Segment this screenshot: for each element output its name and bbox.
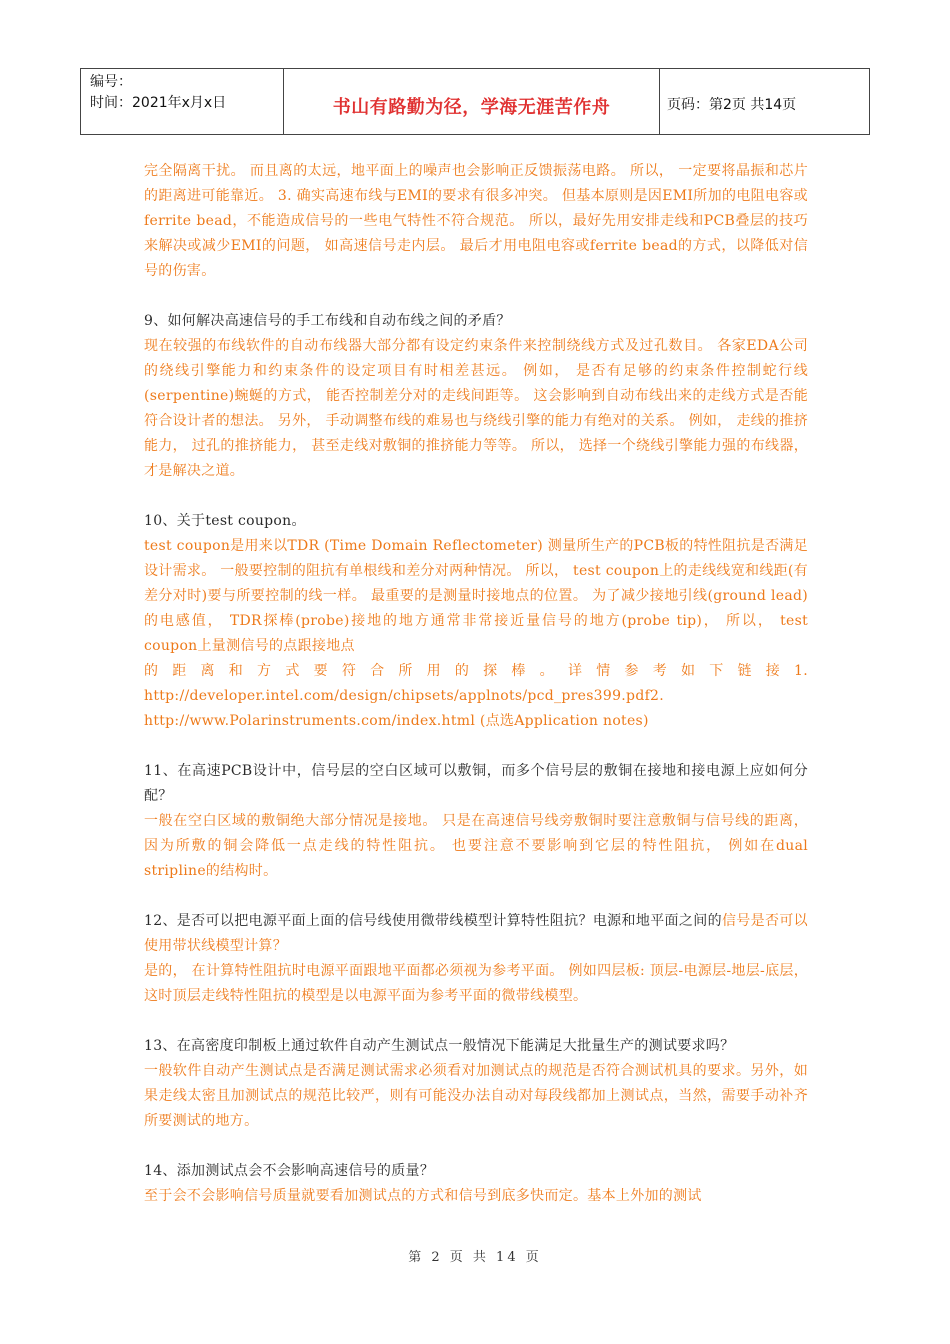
- question-10: 10、关于test coupon。: [144, 513, 306, 529]
- header-page-cell: [660, 69, 869, 134]
- answer-14: 至于会不会影响信号质量就要看加测试点的方式和信号到底多快而定。基本上外加的测试: [144, 1188, 702, 1204]
- document-code-label: 编号：: [90, 74, 132, 90]
- question-12-part-1: 12、是否可以把电源平面上面的信号线使用微带线模型计算特性阻抗？电源和地平面之间的: [144, 913, 722, 929]
- spacer: [144, 734, 808, 759]
- header-page-info: 页码：第2页 共14页: [667, 97, 797, 113]
- motto-text: 书山有路勤为径，学海无涯苦作舟: [332, 97, 611, 118]
- answer-12: 是的， 在计算特性阻抗时电源平面跟地平面都必须视为参考平面。 例如四层板: 顶层-电源层-地层-底层， 这时顶层走线特性阻抗的模型是以电源平面为参考平面的微带线模型。: [144, 963, 808, 1004]
- spacer: [144, 1134, 808, 1159]
- question-9: 9、如何解决高速信号的手工布线和自动布线之间的矛盾？: [144, 313, 511, 329]
- answer-10-link-1: http://developer.intel.com/design/chipsets/applnots/pcd_pres399.pdf2.: [144, 688, 665, 704]
- document-body: [144, 159, 808, 1209]
- header-meta-cell: [81, 69, 284, 134]
- page-footer: 第 2 页 共 14 页: [408, 1250, 542, 1265]
- question-14: 14、添加测试点会不会影响高速信号的质量？: [144, 1163, 435, 1179]
- answer-10-justified-line: 的距离和方式要符合所用的探棒。详情参考如下链接1.: [144, 663, 808, 679]
- answer-10: test coupon是用来以TDR (Time Domain Reflectometer) 测量所生产的PCB板的特性阻抗是否满足设计需求。 一般要控制的阻抗有单根线和差分对两种情况。 所以， test coupon上的走线线宽和线距(有差分对时)要与所要控制的线一样。 最重要的是测量时接地点的位置。 为了减少接地引线(ground lead)的电感值， TDR探棒(probe)接地的地方通常非常接近量信号的地方(probe tip)， 所以， test coupon上量测信号的点跟接地点: [144, 538, 808, 654]
- answer-9: 现在较强的布线软件的自动布线器大部分都有设定约束条件来控制绕线方式及过孔数目。 各家EDA公司的绕线引擎能力和约束条件的设定项目有时相差甚远。 例如， 是否有足够的约束条件控制蛇行线(serpentine)蜿蜒的方式， 能否控制差分对的走线间距等。 这会影响到自动布线出来的走线方式是否能符合设计者的想法。 另外， 手动调整布线的难易也与绕线引擎的能力有绝对的关系。 例如， 走线的推挤能力， 过孔的推挤能力， 甚至走线对敷铜的推挤能力等等。 所以， 选择一个绕线引擎能力强的布线器， 才是解决之道。: [144, 338, 808, 479]
- document-date: 时间：2021年x月x日: [90, 95, 227, 111]
- question-11: 11、在高速PCB设计中，信号层的空白区域可以敷铜，而多个信号层的敷铜在接地和接电源上应如何分配？: [144, 763, 808, 804]
- header-motto-cell: [284, 69, 660, 134]
- answer-10-link-2: http://www.Polarinstruments.com/index.html (点选Application notes): [144, 713, 649, 729]
- spacer: [144, 884, 808, 909]
- intro-answer: 完全隔离干扰。 而且离的太远，地平面上的噪声也会影响正反馈振荡电路。 所以， 一定要将晶振和芯片的距离进可能靠近。 3. 确实高速布线与EMI的要求有很多冲突。 但基本原则是因EMI所加的电阻电容或ferrite bead，不能造成信号的一些电气特性不符合规范。 所以，最好先用安排走线和PCB叠层的技巧来解决或减少EMI的问题， 如高速信号走内层。 最后才用电阻电容或ferrite bead的方式，以降低对信号的伤害。: [144, 163, 808, 279]
- spacer: [144, 1009, 808, 1034]
- spacer: [144, 484, 808, 509]
- question-12: [144, 909, 808, 959]
- question-13: 13、在高密度印制板上通过软件自动产生测试点一般情况下能满足大批量生产的测试要求吗？: [144, 1038, 735, 1054]
- header-table: [80, 68, 870, 135]
- answer-11: 一般在空白区域的敷铜绝大部分情况是接地。 只是在高速信号线旁敷铜时要注意敷铜与信号线的距离， 因为所敷的铜会降低一点走线的特性阻抗。 也要注意不要影响到它层的特性阻抗， 例如在dual stripline的结构时。: [144, 813, 808, 879]
- spacer: [144, 284, 808, 309]
- question-12-part-2: 信号是否可以使用带状线模型计算？: [144, 913, 808, 954]
- answer-13: 一般软件自动产生测试点是否满足测试需求必须看对加测试点的规范是否符合测试机具的要求。另外，如果走线太密且加测试点的规范比较严，则有可能没办法自动对每段线都加上测试点，当然，需要手动补齐所要测试的地方。: [144, 1063, 808, 1129]
